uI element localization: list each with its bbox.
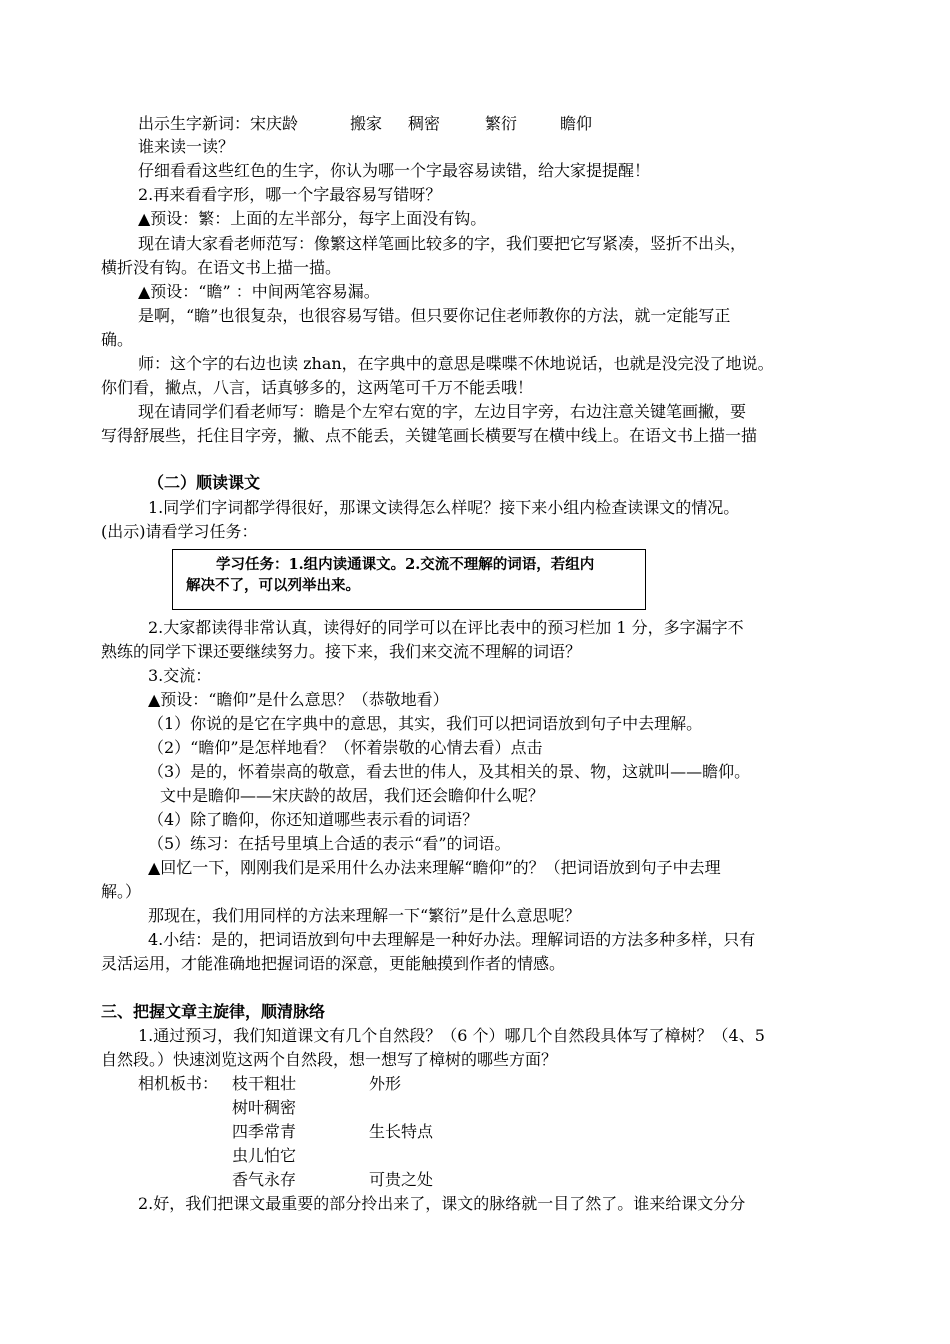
- learning-task-box: [172, 549, 646, 610]
- text-line: 仔细看看这些红色的生字，你认为哪一个字最容易读错，给大家提提醒！: [138, 161, 651, 180]
- new-word: 瞻仰: [560, 114, 593, 133]
- text-line: （4）除了瞻仰，你还知道哪些表示看的词语？: [148, 810, 479, 829]
- text-line: 解。）: [101, 882, 142, 901]
- board-label: 相机板书：: [138, 1074, 219, 1093]
- task-text: 学习任务：1.组内读通课文。2.交流不理解的词语，若组内: [216, 556, 595, 573]
- new-word: 稠密: [408, 114, 441, 133]
- text-line: 现在请大家看老师范写：像繁这样笔画比较多的字，我们要把它写紧凑，竖折不出头，: [138, 234, 747, 253]
- text-line: 2.再来看看字形，哪一个字最容易写错呀？: [138, 185, 442, 204]
- new-word: 搬家: [350, 114, 383, 133]
- text-line: （2）“瞻仰”是怎样地看？（怀着崇敬的心情去看）点击: [148, 738, 543, 757]
- text-line: 熟练的同学下课还要继续努力。接下来，我们来交流不理解的词语？: [101, 642, 582, 661]
- text-line: 你们看，撇点，八言，话真够多的，这两笔可千万不能丢哦！: [101, 378, 534, 397]
- text-line: 现在请同学们看老师写：瞻是个左窄右宽的字，左边目字旁，右边注意关键笔画撇，要: [138, 402, 747, 421]
- text-line: 横折没有钩。在语文书上描一描。: [101, 258, 342, 277]
- text-line: （1）你说的是它在字典中的意思，其实，我们可以把词语放到句子中去理解。: [148, 714, 703, 733]
- text-line: 4.小结：是的，把词语放到句中去理解是一种好办法。理解词语的方法多种多样，只有: [148, 930, 756, 949]
- new-word: 繁衍: [485, 114, 518, 133]
- text-line: 是啊，“瞻”也很复杂，也很容易写错。但只要你记住老师教你的方法，就一定能写正: [138, 306, 731, 325]
- text-line: 师：这个字的右边也读 zhan，在字典中的意思是喋喋不休地说话，也就是没完没了地说。: [138, 354, 774, 373]
- text-line: （3）是的，怀着崇高的敬意，看去世的伟人，及其相关的景、物，这就叫——瞻仰。: [148, 762, 751, 781]
- board-item: 四季常青: [232, 1122, 297, 1141]
- text-line: 1.通过预习，我们知道课文有几个自然段？（6 个）哪几个自然段具体写了樟树？（4、5: [138, 1026, 765, 1045]
- text-line: ▲预设：繁：上面的左半部分，每字上面没有钩。: [138, 209, 487, 228]
- text-line: （5）练习：在括号里填上合适的表示“看”的词语。: [148, 834, 511, 853]
- new-words-line: [138, 113, 593, 135]
- text-line: ▲回忆一下，刚刚我们是采用什么办法来理解“瞻仰”的？（把词语放到句子中去理: [148, 858, 721, 877]
- text-line: 文中是瞻仰——宋庆龄的故居，我们还会瞻仰什么呢？: [160, 786, 545, 805]
- text-line: 写得舒展些，托住目字旁，撇、点不能丢，关键笔画长横要写在横中线上。在语文书上描一描: [101, 426, 758, 445]
- board-category: 可贵之处: [369, 1170, 434, 1189]
- text-line: 那现在，我们用同样的方法来理解一下“繁衍”是什么意思呢？: [148, 906, 581, 925]
- text-line: (出示)请看学习任务：: [101, 522, 258, 541]
- text-line: 2.好，我们把课文最重要的部分拎出来了，课文的脉络就一目了然了。谁来给课文分分: [138, 1194, 746, 1213]
- section-title: （二）顺读课文: [148, 473, 261, 492]
- new-words-label: 出示生字新词：: [138, 114, 251, 133]
- text-line: ▲预设：“瞻仰”是什么意思？（恭敬地看）: [148, 690, 449, 709]
- task-text: 解决不了，可以列举出来。: [186, 577, 360, 594]
- section-title: 三、把握文章主旋律，顺清脉络: [101, 1002, 326, 1021]
- new-word: 宋庆龄: [250, 114, 299, 133]
- board-item: 虫儿怕它: [232, 1146, 297, 1165]
- text-line: ▲预设：“瞻” ：中间两笔容易漏。: [138, 282, 380, 301]
- board-item: 枝干粗壮: [232, 1074, 297, 1093]
- board-item: 树叶稠密: [232, 1098, 297, 1117]
- text-line: 1.同学们字词都学得很好，那课文读得怎么样呢？接下来小组内检查读课文的情况。: [148, 498, 740, 517]
- text-line: 谁来读一读？: [138, 137, 235, 156]
- text-line: 2.大家都读得非常认真，读得好的同学可以在评比表中的预习栏加 1 分，多字漏字不: [148, 618, 744, 637]
- board-category: 生长特点: [369, 1122, 434, 1141]
- text-line: 灵活运用，才能准确地把握词语的深意，更能触摸到作者的情感。: [101, 954, 566, 973]
- text-line: 3.交流：: [148, 666, 212, 685]
- text-line: 自然段。）快速浏览这两个自然段，想一想写了樟树的哪些方面？: [101, 1050, 558, 1069]
- text-line: 确。: [101, 330, 134, 349]
- board-category: 外形: [369, 1074, 402, 1093]
- board-item: 香气永存: [232, 1170, 297, 1189]
